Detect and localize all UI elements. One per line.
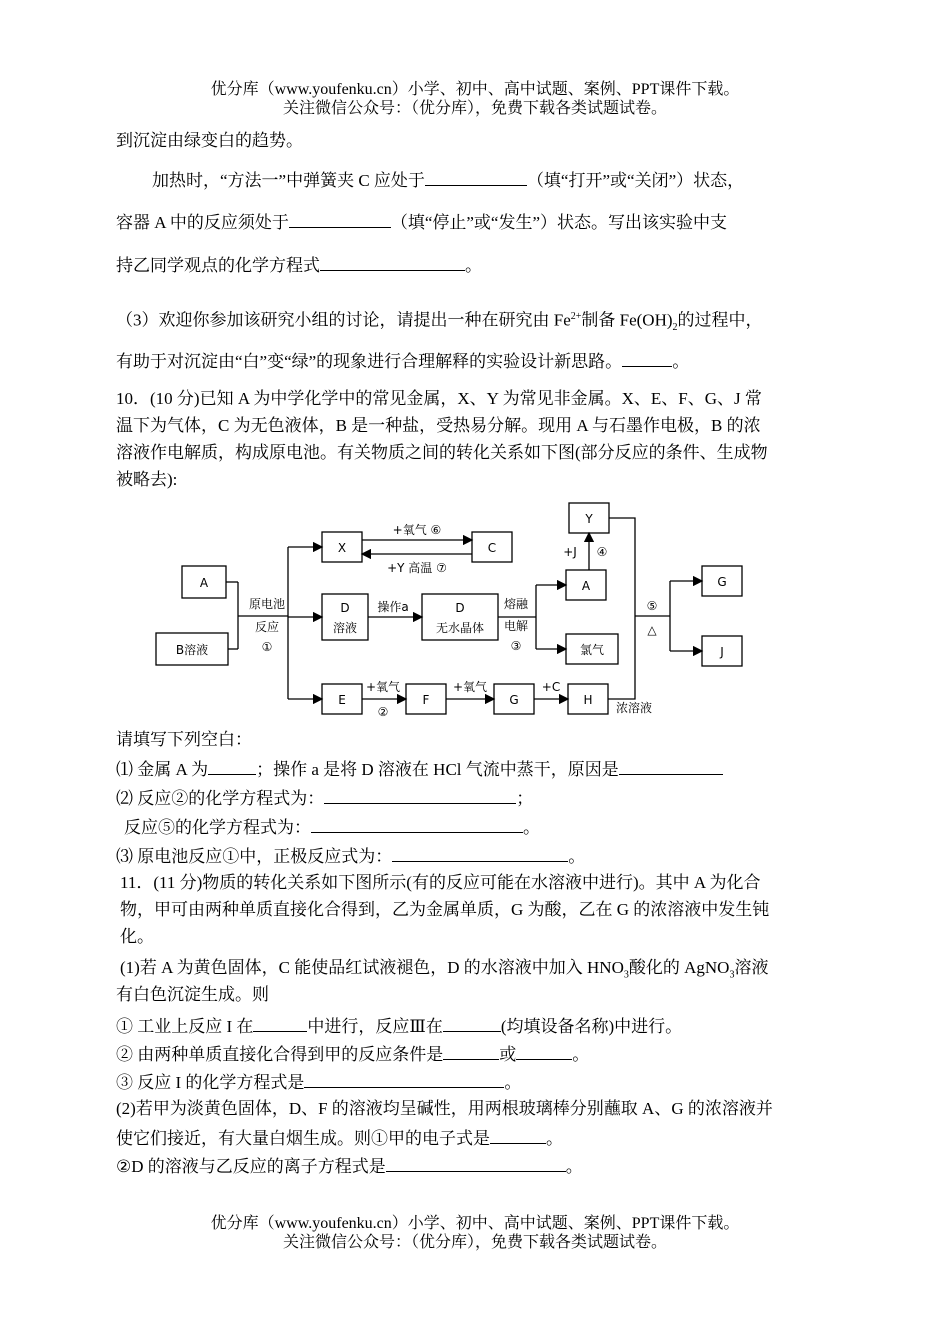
answer-blank[interactable] [425,168,527,186]
answer-blank[interactable] [622,349,672,367]
label-cell-2: 反应 [254,620,280,634]
footer-line-2: 关注微信公众号：（优分库），免费下载各类试题试卷。 [282,1234,667,1251]
q9-text: 加热时，“方法一”中弹簧夹 C 应处于 [152,171,425,190]
label-f-to-g: +氧气 [452,680,488,694]
q11-text: 溶液 [734,958,769,977]
label-x: X [337,541,347,555]
q10-sub-3 [124,815,540,839]
answer-blank[interactable] [619,757,723,775]
answer-blank[interactable] [392,844,568,862]
q11-line-8 [116,1070,521,1094]
label-operation-a: 操作a [377,600,409,614]
q9-text: 的过程中， [677,310,763,330]
q10-text: ⑴ 金属 A 为 [116,760,209,779]
q10-line-2: 温下为气体，C 为无色液体，B 是一种盐，受热易分解。现用 A 与石墨作电极，B 的浓 [116,416,761,435]
label-f: F [422,693,430,707]
q9-line-4 [116,253,482,277]
label-heat: △ [647,623,657,637]
label-chlorine: 氯气 [579,643,605,657]
q9-line-6 [116,349,689,373]
q11-text: 使它们接近，有大量白烟生成。则①甲的电子式是 [116,1129,490,1148]
label-melt-3: ③ [510,639,522,653]
q9-text: （填“打开”或“关闭”）状态， [526,171,745,190]
header-line-1: 优分库（www.youfenku.cn）小学、初中、高中试题、案例、PPT课件下载。 [210,81,740,98]
subscript: 2 [672,322,678,334]
answer-blank[interactable] [208,757,256,775]
label-cell-3: ① [261,640,273,654]
label-g-product: G [717,575,727,589]
header-line-2: 关注微信公众号：（优分库），免费下载各类试题试卷。 [282,100,667,117]
answer-blank[interactable] [443,1014,501,1032]
q10-text: 。 [523,818,540,837]
label-d2: D [455,601,465,615]
label-melt-1: 熔融 [503,597,529,611]
subscript: 3 [729,969,735,981]
q10-text: ； [516,789,534,808]
q11-text: 。 [546,1129,563,1148]
q11-text: 酸化的 AgNO [628,958,730,977]
label-a: A [199,576,209,590]
q9-text: （3）欢迎你参加该研究小组的讨论，请提出一种在研究由 Fe [116,310,571,330]
label-cell-1: 原电池 [248,597,286,611]
q10-line-1: 10．(10 分)已知 A 为中学化学中的常见金属，X、Y 为常见非金属。X、E、F、G、J 常 [116,389,762,408]
q11-text: ②D 的溶液与乙反应的离子方程式是 [116,1157,386,1176]
q10-line-4: 被略去): [116,470,178,489]
label-b-solution: B溶液 [175,643,209,657]
q10-sub-2 [116,786,533,810]
label-g: G [509,693,519,707]
answer-blank[interactable] [253,1014,307,1032]
q11-text: 中进行，反应Ⅲ在 [307,1017,443,1036]
q11-line-9: (2)若甲为淡黄色固体，D、F 的溶液均呈碱性，用两根玻璃棒分别蘸取 A、G 的浓溶液并 [116,1099,773,1118]
q11-line-3: 化。 [120,927,154,946]
label-d1: D [340,601,350,615]
q11-text: ③ 反应 I 的化学方程式是 [116,1073,305,1092]
answer-blank[interactable] [516,1042,572,1060]
reaction-flow-diagram [150,498,750,723]
q10-text: ⑵ 反应②的化学方程式为： [116,789,325,808]
q9-text: 容器 A 中的反应须处于 [116,213,289,232]
q11-line-7 [116,1042,589,1066]
q10-text: 反应⑤的化学方程式为： [124,818,311,837]
q11-line-1: 11．(11 分)物质的转化关系如下图所示(有的反应可能在水溶液中进行)。其中 A 为化合 [120,873,761,892]
label-j: J [720,645,724,659]
label-reaction-2: ② [377,705,389,719]
q9-line-2 [152,168,744,192]
q11-line-5: 有白色沉淀生成。则 [116,985,269,1004]
q10-line-3: 溶液作电解质，构成原电池。有关物质之间的转化关系如下图(部分反应的条件、生成物 [116,443,768,462]
label-reaction-5: ⑤ [646,599,658,613]
label-x-to-c: +氧气 ⑥ [392,523,442,537]
q11-text: 。 [504,1073,522,1092]
answer-blank[interactable] [304,1070,504,1088]
label-plus-j: +J [563,545,577,559]
q10-text: ⑶ 原电池反应①中，正极反应式为： [116,847,393,866]
label-melt-2: 电解 [503,619,529,633]
q9-text: 。 [672,352,690,371]
answer-blank[interactable] [490,1126,546,1144]
label-d2-anhydrous: 无水晶体 [435,621,485,635]
q9-text: 制备 Fe(OH) [581,310,673,330]
label-y: Y [585,512,593,526]
q10-text: 。 [568,847,586,866]
answer-blank[interactable] [324,786,516,804]
q11-text: (均填设备名称)中进行。 [500,1017,683,1036]
q11-text: 或 [499,1045,517,1064]
q10-text: ；操作 a 是将 D 溶液在 HCl 气流中蒸干，原因是 [256,760,619,779]
q9-line-5 [116,306,763,339]
q11-line-10 [116,1126,563,1150]
q11-text: ① 工业上反应 I 在 [116,1017,254,1036]
q11-text: ② 由两种单质直接化合得到甲的反应条件是 [116,1045,444,1064]
q9-line-1: 到沉淀由绿变白的趋势。 [116,131,303,150]
label-e-to-f: +氧气 [365,680,401,694]
label-a-product: A [581,579,591,593]
answer-blank[interactable] [311,815,523,833]
label-c-to-x: +Y 高温 ⑦ [387,561,447,575]
q11-text: (1)若 A 为黄色固体，C 能使品红试液褪色，D 的水溶液中加入 HNO [120,958,624,977]
label-d1-solution: 溶液 [332,621,358,635]
label-g-to-h: +C [541,680,561,694]
footer-line-1: 优分库（www.youfenku.cn）小学、初中、高中试题、案例、PPT课件下载。 [210,1215,740,1232]
q9-text: 持乙同学观点的化学方程式 [116,256,320,275]
q11-text: 。 [565,1157,583,1176]
answer-blank[interactable] [289,210,391,228]
q11-line-2: 物，甲可由两种单质直接化合得到，乙为金属单质，G 为酸，乙在 G 的浓溶液中发生钝 [120,900,770,919]
q10-sub-1 [116,757,723,781]
q11-text: 。 [572,1045,590,1064]
label-reaction-4: ④ [596,545,608,559]
q11-line-6 [116,1014,682,1038]
q11-line-11 [116,1154,583,1178]
q9-text: 。 [465,256,482,275]
charge-sup: 2+ [570,311,582,322]
q9-line-3 [116,210,727,234]
label-c: C [487,541,497,555]
answer-blank[interactable] [443,1042,499,1060]
label-concentrated: 浓溶液 [615,701,653,715]
subscript: 3 [623,969,629,981]
answer-blank[interactable] [320,253,465,271]
link-y-to-reaction-5 [608,518,635,699]
label-e: E [338,693,346,707]
q10-sub-4 [116,844,585,868]
label-h: H [583,693,593,707]
q11-line-4 [120,957,768,986]
q9-text: （填“停止”或“发生”）状态。写出该实验中支 [390,213,728,232]
answer-blank[interactable] [386,1154,566,1172]
q10-instruction: 请填写下列空白： [116,730,252,749]
q9-text: 有助于对沉淀由“白”变“绿”的现象进行合理解释的实验设计新思路。 [116,352,623,371]
